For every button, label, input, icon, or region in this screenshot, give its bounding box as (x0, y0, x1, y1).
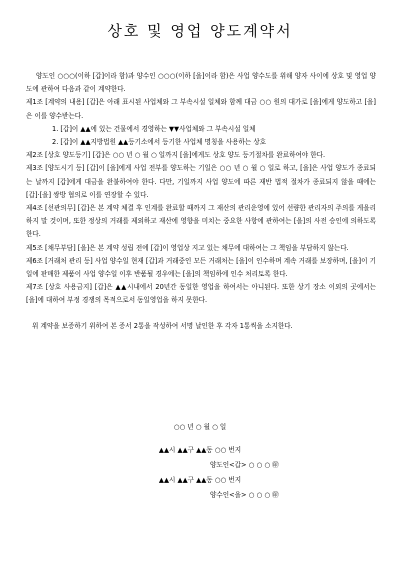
article-5: 제5조 [채무부담] [을]은 본 계약 성립 전에 [갑]이 영업상 지고 있는 채무에 대하여는 그 책임을 부담하지 않는다. (26, 243, 349, 252)
contract-body (26, 70, 376, 333)
document-title: 상호 및 영업 양도계약서 (107, 22, 293, 40)
intro-paragraph: 양도인 ○○○(이하 [갑]이라 함)과 양수인 ○○○(이하 [을]이라 함)은 사업 양수도를 위해 양자 사이에 상호 및 영업 양도에 관하여 다음과 같이 계약한다. (26, 72, 376, 94)
article-2: 제2조 [상호 양도등기] [갑]은 ○○ 년 ○ 월 ○ 일까지 [을]에게도 상호 양도 등기절차를 완료하여야 한다. (26, 151, 326, 160)
article-1-item-1: 1. [갑]이 ▲▲에 있는 건물에서 경영하는 ▼▼사업체와 그 부속시설 일체 (52, 124, 256, 133)
transferee-address: ▲▲시 ▲▲구 ▲▲동 ○○ 번지 (158, 476, 242, 484)
article-7: 제7조 [상호 사용금지] [갑]은 ▲▲시내에서 20년간 동일한 영업을 하여서는 아니된다. 또한 상기 장소 이외의 곳에서는 [을]에 대하여 부정 경쟁의 목적으로서 동일영업을 하지 못한다. (26, 283, 376, 305)
article-1: 제1조 [계약의 내용] [갑]은 아래 표시된 사업체와 그 부속시설 일체와 함께 대금 ○○ 원의 대가로 [을]에게 양도하고 [을]은 이를 양수받는다. (26, 98, 376, 120)
article-6: 제6조 [거래처 관리 등] 사업 양수일 현재 [갑]과 거래중인 모든 거래처는 [을]이 인수하며 계속 거래를 보장하며, [을]이 기일에 판매한 제품이 사업 양수일 이후 반품될 경우에는 [을]의 책임하에 인수 처리토록 한다. (26, 256, 376, 279)
contract-date: ○○ 년 ○ 월 ○ 일 (173, 423, 227, 431)
article-3: 제3조 [양도시기 등] [갑]이 [을]에게 사업 전부를 양도하는 기일은 ○○ 년 ○ 월 ○ 일로 하고, [을]은 사업 양도가 종료되는 날까지 [갑]에게 대금을 완불하여야 한다. 다만, 기일까지 사업 양도에 따른 재반 법적 절차가 종료되지 않을 때에는 [갑]·[을] 쌍방 협의로 이를 연장할 수 있다. (26, 164, 376, 199)
signature-block (0, 420, 400, 503)
closing-statement: 위 계약을 보증하기 위하여 본 증서 2통을 작성하여 서명 날인한 후 각자 1통씩을 소지한다. (32, 321, 293, 330)
transferor-address: ▲▲시 ▲▲구 ▲▲동 ○○ 번지 (158, 446, 242, 454)
article-4: 제4조 [선관의무] [갑]은 본 계약 체결 후 인계를 완료할 때까지 그 재산의 관리운영에 있어 선량한 관리자의 주의를 게을리 하지 말 것이며, 또한 정상의 거래를 제외하고 재산에 영향을 미치는 중요한 사항에 관하여는 [을]의 사전 승인에 의하도록 한다. (26, 204, 376, 239)
transferor-signature: 양도인<갑> ○ ○ ○ ㊞ (210, 461, 279, 469)
article-1-item-2: 2. [갑]이 ▲▲지방법원 ▲▲등기소에서 등기한 사업체 명칭을 사용하는 상호 (52, 138, 267, 147)
transferee-signature: 양수인<을> ○ ○ ○ ㊞ (210, 491, 279, 499)
